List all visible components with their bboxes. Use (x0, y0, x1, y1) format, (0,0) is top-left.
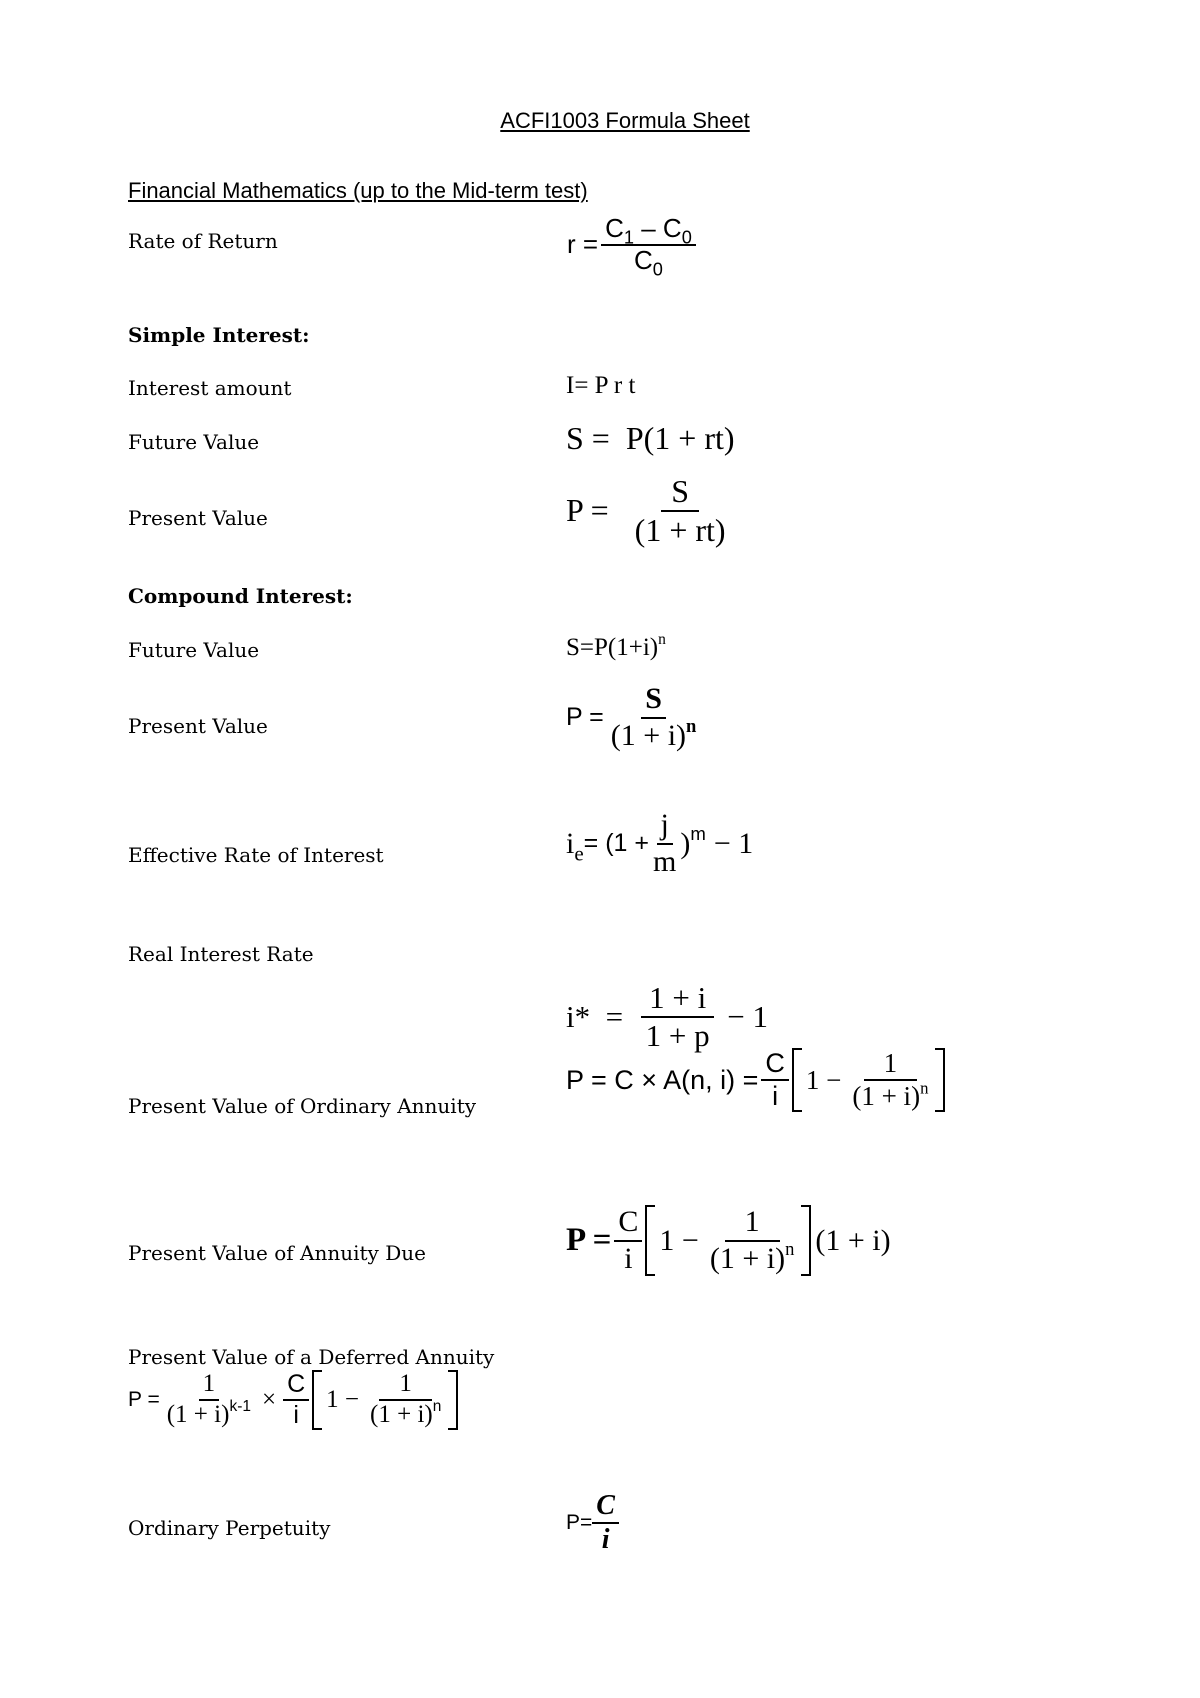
formula-effective-rate: $i_e$ = (1 + $\frac{j}{m}$ )$^m$ − 1 (566, 808, 754, 878)
formula-ci-present-value (566, 682, 703, 753)
fraction (601, 213, 696, 280)
inner-denominator: $(1 + i)^n$ (370, 1397, 442, 1428)
inner-fraction (848, 1048, 932, 1112)
fraction (649, 808, 680, 879)
label-pv-ordinary-annuity: Present Value of Ordinary Annuity (128, 1094, 477, 1118)
denominator: $C_0$ (634, 244, 663, 280)
denominator: i (293, 1400, 299, 1429)
denominator: 1 + p (645, 1017, 710, 1053)
right-bracket (448, 1370, 458, 1430)
formula-lhs: P = (128, 1387, 160, 1411)
fraction-discount (163, 1370, 255, 1430)
fraction (283, 1370, 309, 1430)
formula-lhs: P = (566, 703, 604, 731)
formula-interest-amount: I= P r t (566, 372, 636, 399)
numerator: C (592, 1490, 619, 1524)
numerator: C (614, 1205, 642, 1242)
formula-real-rate: i* = $\frac{1 + i}{1 + p}$ − 1 (566, 980, 768, 1053)
fraction (592, 1490, 619, 1556)
numerator: C (761, 1048, 789, 1081)
label-ci-present-value: Present Value (128, 714, 268, 738)
inner-numerator: 1 (725, 1205, 780, 1242)
denominator: m (653, 844, 677, 878)
inner-fraction (706, 1205, 799, 1276)
formula-lhs: P = (566, 1222, 612, 1258)
numerator: S (661, 473, 699, 512)
formula-ci-future-value: $S=P(1+i)^n$ (566, 631, 666, 661)
inner-numerator: 1 (864, 1048, 918, 1081)
numerator: S (641, 682, 666, 719)
left-bracket (645, 1205, 655, 1276)
inner-denominator: $(1 + i)^n$ (852, 1078, 929, 1112)
label-interest-amount: Interest amount (128, 376, 292, 400)
label-ordinary-perpetuity: Ordinary Perpetuity (128, 1516, 331, 1540)
formula-lhs: i* = (566, 998, 624, 1034)
label-si-future-value: Future Value (128, 430, 260, 454)
formula-pv-deferred-annuity: P = $\frac{1}{(1 + i)^{k-1}}$ × $\frac{C}{i}$ 1 − $\frac{1}{(1 + i)^n}$ (128, 1370, 458, 1430)
numerator: j (657, 808, 673, 845)
label-ci-future-value: Future Value (128, 638, 260, 662)
label-rate-of-return: Rate of Return (128, 229, 278, 253)
left-bracket (792, 1048, 802, 1112)
denominator: i (601, 1524, 610, 1556)
numerator: 1 (199, 1370, 220, 1401)
numerator: 1 + i (641, 980, 714, 1018)
denominator: (1 + rt) (634, 511, 726, 548)
formula-lhs: P = C × A(n, i) = (566, 1064, 759, 1095)
formula-pv-ordinary-annuity: P = C × A(n, i) = $\frac{C}{i}$ 1 − $\frac{1}{(1 + i)^n}$ (566, 1048, 945, 1112)
formula-lhs: P= (566, 1511, 593, 1535)
heading-simple-interest: Simple Interest: (128, 323, 310, 347)
label-effective-rate: Effective Rate of Interest (128, 843, 384, 867)
right-bracket (935, 1048, 945, 1112)
section-heading: Financial Mathematics (up to the Mid-term test) (128, 178, 588, 203)
label-pv-deferred-annuity: Present Value of a Deferred Annuity (128, 1345, 495, 1369)
page-title: ACFI1003 Formula Sheet (500, 108, 750, 133)
formula-lhs: r = (567, 229, 599, 260)
formula-lhs: P = (566, 492, 609, 529)
label-real-rate: Real Interest Rate (128, 942, 314, 966)
formula-lhs: $i_e$ (566, 826, 584, 865)
formula-rate-of-return (567, 213, 699, 280)
formula-si-future-value: S = P(1 + rt) (566, 420, 735, 456)
label-si-present-value: Present Value (128, 506, 268, 530)
heading-compound-interest: Compound Interest: (128, 584, 353, 608)
formula-pv-annuity-due: P = $\frac{C}{i}$ 1 − $\frac{1}{(1 + i)^n}$ (1 + i) (566, 1205, 891, 1275)
fraction (607, 682, 701, 753)
denominator: i (772, 1081, 779, 1112)
formula-ordinary-perpetuity (566, 1490, 622, 1556)
fraction (641, 980, 714, 1053)
inner-fraction (366, 1370, 445, 1430)
fraction (631, 473, 730, 549)
formula-si-present-value (566, 473, 733, 549)
fraction (761, 1048, 789, 1112)
right-bracket (801, 1205, 811, 1276)
label-pv-annuity-due: Present Value of Annuity Due (128, 1241, 426, 1265)
denominator: $(1 + i)^n$ (610, 715, 697, 752)
inner-denominator: $(1 + i)^n$ (709, 1238, 795, 1275)
numerator: C (283, 1370, 309, 1401)
inner-numerator: 1 (379, 1370, 432, 1401)
numerator: $C_1 - C_0$ (601, 214, 696, 246)
left-bracket (312, 1370, 322, 1430)
fraction (614, 1205, 642, 1276)
denominator: i (624, 1241, 633, 1275)
denominator: $(1 + i)^{k-1}$ (166, 1397, 251, 1428)
